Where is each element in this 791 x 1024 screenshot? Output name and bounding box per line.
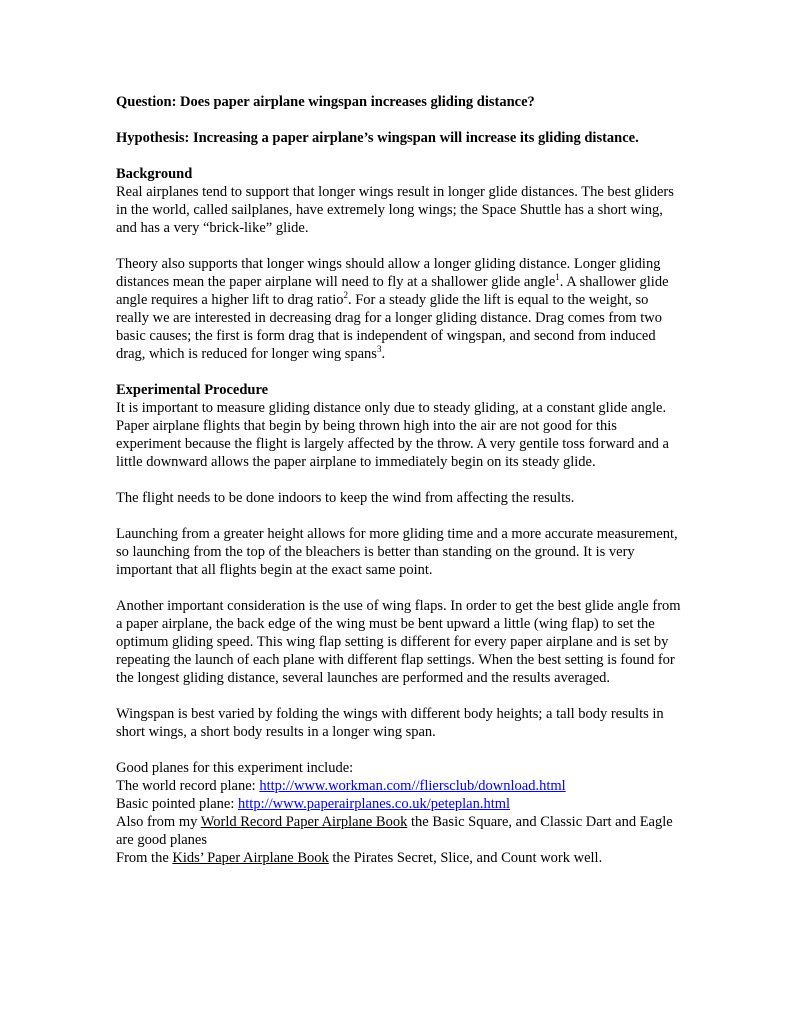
world-record-plane-line [116, 777, 681, 795]
bg-p2-text-c: . For a steady glide the lift is equal to the weight, so really we are interested in decreasing drag for a longer gliding distance. Drag comes from two basic causes; the first is form drag that is independent of wingspan, and second from induced drag, which is reduced for longer wing spans [116, 292, 662, 362]
from-kids-book-line [116, 849, 681, 867]
procedure-paragraph-1: It is important to measure gliding distance only due to steady gliding, at a constant glide angle. Paper airplane flights that begin by being thrown high into the air are not good for this experiment because the flight is largely affected by the throw. A very gentile toss forward and a little downward allows the paper airplane to immediately begin on its steady glide. [116, 400, 669, 470]
world-record-link[interactable]: http://www.workman.com//fliersclub/download.html [259, 778, 566, 794]
kids-book-title: Kids’ Paper Airplane Book [172, 850, 329, 866]
footnote-ref-1[interactable]: 1 [555, 272, 560, 283]
world-record-book-title: World Record Paper Airplane Book [200, 814, 408, 830]
basic-pointed-link[interactable]: http://www.paperairplanes.co.uk/peteplan.html [238, 796, 511, 812]
procedure-paragraph-5: Wingspan is best varied by folding the wings with different body heights; a tall body results in short wings, a short body results in a longer wing span. [116, 706, 664, 740]
background-paragraph-1: Real airplanes tend to support that longer wings result in longer glide distances. The best gliders in the world, called sailplanes, have extremely long wings; the Space Shuttle has a short wing, and has a very “brick-like” glide. [116, 184, 674, 236]
basic-pointed-label: Basic pointed plane: [116, 796, 239, 812]
procedure-paragraph-4: Another important consideration is the use of wing flaps. In order to get the best glide angle from a paper airplane, the back edge of the wing must be bent upward a little (wing flap) to set the optimum gliding speed. This wing flap setting is different for every paper airplane and is set by repeating the launch of each plane with different flap settings. When the best setting is found for the longest gliding distance, several launches are performed and the results averaged. [116, 598, 681, 686]
background-paragraph-2 [116, 255, 681, 363]
world-record-label: The world record plane: [116, 778, 260, 794]
procedure-paragraph-3: Launching from a greater height allows for more gliding time and a more accurate measurement, so launching from the top of the bleachers is better than standing on the ground. It is very important that all flights begin at the exact same point. [116, 526, 678, 578]
footnote-ref-2[interactable]: 2 [343, 290, 348, 301]
from-suffix: the Pirates Secret, Slice, and Count work well. [328, 850, 603, 866]
hypothesis-line: Hypothesis: Increasing a paper airplane’s wingspan will increase its gliding distance. [116, 130, 639, 146]
bg-p2-text-b: . A shallower glide angle requires a higher lift to drag ratio [116, 274, 669, 308]
bg-p2-text-a: Theory also supports that longer wings should allow a longer gliding distance. Longer gliding distances mean the paper airplane will need to fly at a shallower glide angle [116, 256, 661, 290]
bg-p2-text-d: . [381, 346, 386, 362]
also-prefix: Also from my [116, 814, 201, 830]
from-prefix: From the [116, 850, 173, 866]
also-suffix: the Basic Square, and Classic Dart and Eagle are good planes [116, 814, 673, 848]
footnote-ref-3[interactable]: 3 [376, 344, 382, 355]
procedure-paragraph-2: The flight needs to be done indoors to keep the wind from affecting the results. [116, 490, 575, 506]
planes-intro: Good planes for this experiment include: [116, 760, 354, 776]
document-page [116, 93, 681, 867]
background-heading: Background [116, 166, 193, 182]
also-from-book-line [116, 813, 681, 849]
basic-pointed-plane-line [116, 795, 681, 813]
question-line: Question: Does paper airplane wingspan increases gliding distance? [116, 94, 535, 110]
procedure-heading: Experimental Procedure [116, 382, 269, 398]
